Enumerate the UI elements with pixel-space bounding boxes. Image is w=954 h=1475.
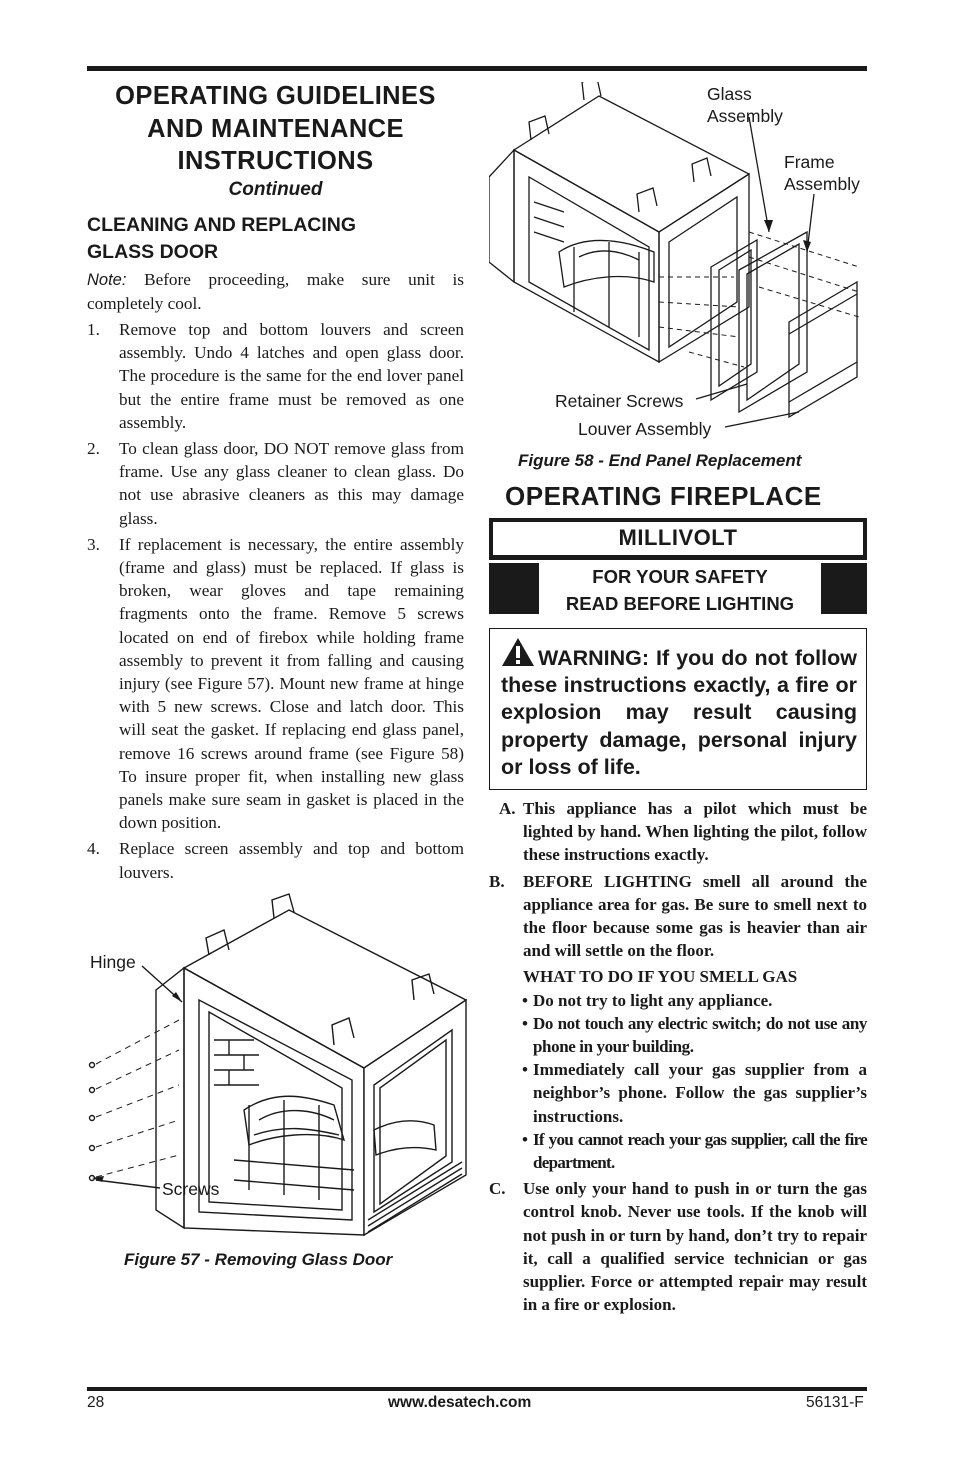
- label-frame-assembly: Frame Assembly: [784, 152, 860, 194]
- cleaning-steps: [87, 318, 464, 884]
- section-heading-cleaning: CLEANING AND REPLACING GLASS DOOR: [87, 213, 357, 263]
- safety-banner: [489, 563, 867, 614]
- list-item: • Do not touch any electric switch; do not use any phone in your building.: [522, 1013, 867, 1057]
- footer-url: www.desatech.com: [388, 1394, 532, 1411]
- label-hinge: Hinge: [90, 952, 136, 972]
- list-item: B. BEFORE LIGHTING smell all around the appliance area for gas. Be sure to smell next to the floor because some gas is heavier than air and will settle on the floor.: [489, 871, 867, 961]
- list-item: 1. Remove top and bottom louvers and screen assembly. Undo 4 latches and open glass door. The procedure is the same for the end lover panel but the entire frame must be removed as one assembly.: [87, 319, 464, 432]
- smell-gas-heading: WHAT TO DO IF YOU SMELL GAS: [523, 967, 798, 987]
- millivolt-banner: [489, 518, 867, 560]
- warning-triangle-icon: [501, 637, 535, 667]
- section-heading-operating: OPERATING FIREPLACE: [505, 481, 822, 511]
- page-title: OPERATING GUIDELINES AND MAINTENANCE INSTRUCTIONS: [115, 82, 436, 175]
- list-item: • Immediately call your gas supplier from a neighbor’s phone. Follow the gas supplier’s instructions.: [522, 1060, 867, 1126]
- page-number: 28: [87, 1394, 105, 1411]
- note-label: Note:: [87, 270, 127, 289]
- warning-box: [489, 628, 867, 790]
- top-rule: [87, 66, 867, 71]
- list-item: C. Use only your hand to push in or turn the gas control knob. Never use tools. If the knob will not push in or turn by hand, don’t try to repair it, call a qualified service technician or gas supplier. Force or attempted repair may result in a fire or explosion.: [489, 1179, 867, 1315]
- warning-text: WARNING: If you do not follow these instructions exactly, a fire or explosion may result causing property damage, personal injury or loss of life.: [501, 637, 857, 781]
- figure-57-caption: Figure 57 - Removing Glass Door: [124, 1250, 393, 1269]
- note-paragraph: [87, 268, 464, 315]
- figure-58-illustration: [489, 82, 867, 432]
- safety-text: FOR YOUR SAFETY READ BEFORE LIGHTING: [565, 566, 795, 614]
- label-screws: Screws: [162, 1179, 220, 1199]
- list-item: 4. Replace screen assembly and top and bottom louvers.: [87, 839, 464, 882]
- list-item: • Do not try to light any appliance.: [522, 990, 773, 1010]
- safety-block-left: [489, 563, 539, 614]
- figure-58-caption: Figure 58 - End Panel Replacement: [518, 451, 802, 470]
- note-text: Before proceeding, make sure unit is completely cool.: [87, 269, 464, 313]
- bottom-rule: [87, 1387, 867, 1391]
- list-item: • If you cannot reach your gas supplier, call the fire department.: [522, 1129, 867, 1173]
- continued-label: Continued: [228, 178, 323, 200]
- document-code: 56131-F: [806, 1394, 864, 1411]
- millivolt-label: MILLIVOLT: [493, 522, 863, 555]
- figure-57-illustration: [84, 890, 474, 1245]
- left-column: [87, 80, 464, 887]
- list-item: A. This appliance has a pilot which must be lighted by hand. When lighting the pilot, follow these instructions exactly.: [499, 799, 867, 865]
- label-louver-assembly: Louver Assembly: [578, 419, 712, 439]
- lighting-instructions: [489, 797, 867, 1319]
- label-glass-assembly: Glass Assembly: [707, 84, 783, 126]
- list-item: 3. If replacement is necessary, the entire assembly (frame and glass) must be replaced. If glass is broken, wear gloves and tape remaining fragments onto the frame. Remove 5 screws located on end of firebox while holding frame assembly to prevent it from falling and causing injury (see Figure 57). Mount new frame at hinge with 5 new screws. Close and latch door. This will seat the gasket. If replacing end glass panel, remove 16 screws around frame (see Figure 58) To insure proper fit, when installing new glass panels make sure seam in gasket is placed in the down position.: [87, 534, 464, 833]
- label-retainer-screws: Retainer Screws: [555, 391, 684, 411]
- safety-block-right: [821, 563, 867, 614]
- list-item: 2. To clean glass door, DO NOT remove glass from frame. Use any glass cleaner to clean glass. Do not use abrasive cleaners as this may damage glass.: [87, 438, 464, 528]
